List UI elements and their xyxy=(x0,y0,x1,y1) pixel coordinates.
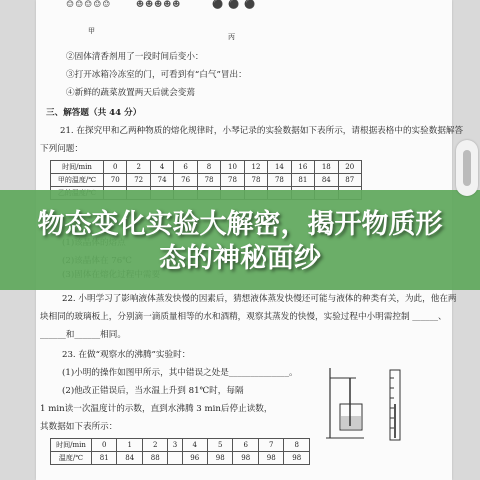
table-cell: 81 xyxy=(291,174,314,187)
scroll-thumb[interactable] xyxy=(463,150,471,186)
table-cell: 20 xyxy=(338,161,361,174)
table-cell: 4 xyxy=(182,439,207,452)
table-cell: 84 xyxy=(117,452,142,465)
table-cell: 1 xyxy=(117,439,142,452)
table-cell: 0 xyxy=(92,439,117,452)
question-text: 1 min读一次温度计的示数，直到水沸腾 3 min后停止读数， xyxy=(40,404,273,414)
question-text: ④新鲜的蔬菜放置两天后就会变蔫 xyxy=(66,88,195,98)
table-cell: 12 xyxy=(244,161,267,174)
molecule-diagram-icon: ☺☺☺☺☺ xyxy=(66,0,112,10)
table-cell xyxy=(168,452,182,465)
scroll-bar[interactable] xyxy=(456,140,478,196)
table-row xyxy=(51,452,310,465)
table-cell: 3 xyxy=(168,439,182,452)
table-cell: 96 xyxy=(182,452,207,465)
table-cell: 72 xyxy=(127,174,150,187)
question-text: ______和______相同。 xyxy=(40,330,126,340)
table-cell: 0 xyxy=(104,161,127,174)
question-text: ②固体清香剂用了一段时间后变小： xyxy=(66,52,204,62)
question-text: 23. 在做“观察水的沸腾”实验时： xyxy=(62,350,191,360)
table-cell: 8 xyxy=(284,439,310,452)
table-cell: 2 xyxy=(127,161,150,174)
table-cell: 78 xyxy=(268,174,291,187)
question-text: 其数据如下表所示： xyxy=(40,422,118,432)
question-text: 块相同的玻璃板上，分别滴一滴质量相等的水和酒精，观察其蒸发的快慢，实验过程中小明需控制 ______、 xyxy=(40,312,447,322)
question-text: (1)小明的操作如图甲所示，其中错误之处是______________。 xyxy=(62,368,298,378)
question-text: 下列问题： xyxy=(40,144,83,154)
table-cell: 6 xyxy=(174,161,197,174)
table-row xyxy=(51,161,362,174)
table-cell: 16 xyxy=(291,161,314,174)
question-text: 22. 小明学习了影响液体蒸发快慢的因素后，猜想液体蒸发快慢还可能与液体的种类有关，为此，他在两 xyxy=(62,294,457,304)
table-cell: 5 xyxy=(207,439,232,452)
table-cell: 98 xyxy=(284,452,310,465)
table-cell: 6 xyxy=(233,439,258,452)
boiling-apparatus-figure xyxy=(316,364,412,444)
table-header-cell: 甲的温度/℃ xyxy=(51,174,104,187)
table-cell: 4 xyxy=(150,161,173,174)
data-table-boiling xyxy=(50,438,310,465)
table-cell: 88 xyxy=(142,452,167,465)
table-cell: 98 xyxy=(258,452,283,465)
molecule-diagram-icon: ☻☻☻☻☻ xyxy=(136,0,182,10)
table-cell: 74 xyxy=(150,174,173,187)
table-cell: 18 xyxy=(315,161,338,174)
table-row xyxy=(51,439,310,452)
molecule-diagram-icon: ⚫ ⚫ ⚫ xyxy=(212,0,257,10)
table-row xyxy=(51,174,362,187)
table-cell: 78 xyxy=(221,174,244,187)
question-text: (2)他改正错误后，当水温上升到 81℃时，每隔 xyxy=(62,386,244,396)
table-header-cell: 时间/min xyxy=(51,439,92,452)
table-header-cell: 温度/℃ xyxy=(51,452,92,465)
table-cell: 10 xyxy=(221,161,244,174)
figure-label: 甲 xyxy=(88,27,95,35)
table-header-cell: 时间/min xyxy=(51,161,104,174)
table-cell: 70 xyxy=(104,174,127,187)
table-cell: 8 xyxy=(197,161,220,174)
table-cell: 14 xyxy=(268,161,291,174)
banner-title: 物态变化实验大解密，揭开物质形态的神秘面纱 xyxy=(37,209,443,274)
table-cell: 84 xyxy=(315,174,338,187)
table-cell: 78 xyxy=(197,174,220,187)
table-cell: 76 xyxy=(174,174,197,187)
table-cell: 81 xyxy=(92,452,117,465)
question-text: ③打开冰箱冷冻室的门，可看到有“白气”冒出： xyxy=(66,70,247,80)
figure-label: 丙 xyxy=(228,33,235,41)
section-heading: 三、解答题（共 44 分） xyxy=(46,108,142,118)
table-cell: 7 xyxy=(258,439,283,452)
table-cell: 98 xyxy=(207,452,232,465)
table-cell: 87 xyxy=(338,174,361,187)
table-cell: 98 xyxy=(233,452,258,465)
table-cell: 78 xyxy=(244,174,267,187)
title-banner xyxy=(0,190,480,290)
question-text: 21. 在探究甲和乙两种物质的熔化规律时，小琴记录的实验数据如下表所示，请根据表格中的实验数据解答 xyxy=(60,126,464,136)
table-cell: 2 xyxy=(142,439,167,452)
